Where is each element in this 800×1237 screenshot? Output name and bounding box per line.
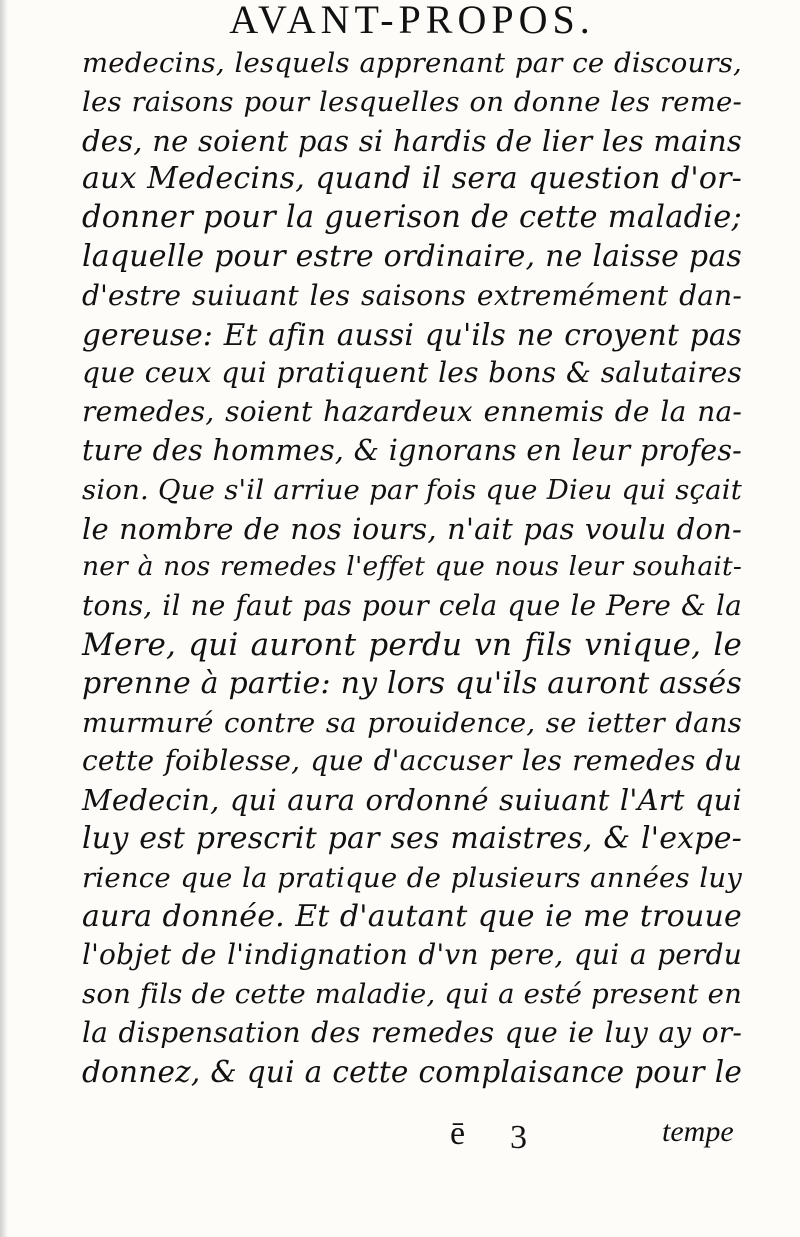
text-line: la dispensation des remedes que ie luy ay or-	[82, 1015, 742, 1049]
text-line: medecins, lesquels apprenant par ce discours,	[82, 47, 742, 79]
text-line: sion. Que s'il arriue par fois que Dieu qui sçait	[82, 473, 742, 506]
text-line: Mere, qui auront perdu vn fils vnique, le	[82, 626, 742, 663]
page-edge-shadow	[0, 0, 8, 1237]
page-number: 3	[510, 1119, 527, 1156]
text-line: rience que la pratique de plusieurs années luy	[82, 861, 742, 894]
text-line: l'objet de l'indignation d'vn pere, qui a perdu	[82, 938, 742, 972]
text-line: le nombre de nos iours, n'ait pas voulu don-	[82, 511, 742, 546]
text-line: que ceux qui pratiquent les bons & salutaires	[82, 356, 742, 390]
text-line: donnez, & qui a cette complaisance pour le	[82, 1054, 742, 1089]
text-line: luy est prescrit par ses maistres, & l'expe-	[82, 820, 742, 856]
text-line: ture des hommes, & ignorans en leur profes-	[82, 433, 742, 467]
text-line: remedes, soient hazardeux ennemis de la na-	[82, 395, 742, 429]
text-line: gereuse: Et afin aussi qu'ils ne croyent pas	[82, 317, 742, 352]
text-line: cette foiblesse, que d'accuser les remedes du	[82, 744, 742, 778]
catchword: tempe	[662, 1115, 734, 1148]
text-line: d'estre suiuant les saisons extremément dan-	[82, 278, 742, 312]
text-line: laquelle pour estre ordinaire, ne laisse pas	[82, 238, 742, 274]
text-line: donner pour la guerison de cette maladie;	[82, 200, 742, 236]
text-line: tons, il ne faut pas pour cela que le Pere & la	[82, 589, 742, 623]
text-line: les raisons pour lesquelles on donne les reme-	[82, 85, 742, 118]
signature-mark: ē	[450, 1115, 466, 1152]
text-line: aux Medecins, quand il sera question d'or-	[82, 161, 742, 197]
text-line: des, ne soient pas si hardis de lier les mains	[82, 123, 742, 158]
text-line: ner à nos remedes l'effet que nous leur souhait-	[82, 551, 742, 583]
body-text	[82, 44, 742, 1092]
text-line: Medecin, qui aura ordonné suiuant l'Art qui	[82, 783, 742, 818]
text-line: son fils de cette maladie, qui a esté present en	[82, 978, 742, 1011]
page-footer	[0, 1115, 800, 1165]
running-header: AVANT-PROPOS.	[229, 0, 595, 42]
text-line: aura donnée. Et d'autant que ie me trouue	[82, 898, 742, 934]
text-line: murmuré contre sa prouidence, se ietter dans	[82, 706, 742, 739]
text-line: prenne à partie: ny lors qu'ils auront assés	[82, 665, 742, 701]
